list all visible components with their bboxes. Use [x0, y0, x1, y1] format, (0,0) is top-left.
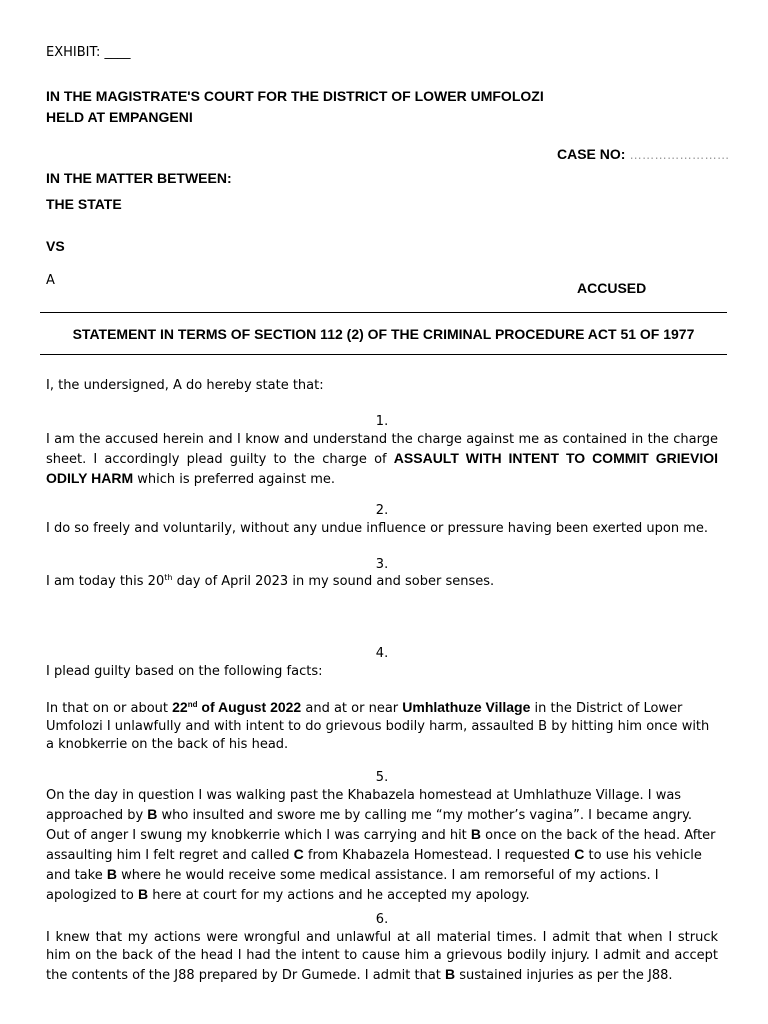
paragraph-1-text-b: which is preferred against me.	[133, 472, 336, 487]
paragraph-3-text-b: day of April 2023 in my sound and sober senses.	[172, 574, 495, 589]
person-b-ref: B	[147, 806, 158, 822]
case-number	[557, 145, 730, 165]
paragraph-4-text-b: and at or near	[301, 701, 403, 716]
matter-heading: IN THE MATTER BETWEEN:	[46, 170, 232, 186]
paragraph-number-3: 3.	[375, 557, 389, 572]
paragraph-5-text-3: once on the back of the head. After assaulting him I felt regret and called	[46, 828, 716, 863]
paragraph-3	[46, 573, 718, 591]
paragraph-3-sup: th	[164, 573, 173, 582]
statement-title: STATEMENT IN TERMS OF SECTION 112 (2) OF THE CRIMINAL PROCEDURE ACT 51 OF 1977	[72, 326, 695, 342]
paragraph-2: I do so freely and voluntarily, without any undue influence or pressure having been exerted upon me.	[46, 521, 709, 536]
paragraph-5	[46, 787, 718, 905]
paragraph-1	[46, 431, 718, 489]
person-b-ref: B	[106, 866, 117, 882]
paragraph-3-text-a: I am today this 20	[46, 574, 165, 589]
title-rule-top	[40, 312, 727, 313]
offence-date	[172, 699, 301, 715]
paragraph-6-text-1: I knew that my actions were wrongful and unlawful at all material times. I admit that when I struck him on the back of the head I had the intent to cause him a grievous bodily injury. I admit and accept the contents of the J88 prepared by Dr Gumede. I admit that	[46, 930, 718, 983]
charge-name: ASSAULT WITH INTENT TO COMMIT GRIEVIOI ODILY HARM	[46, 450, 718, 486]
paragraph-number-2: 2.	[375, 503, 389, 518]
case-number-label: CASE NO:	[557, 146, 626, 162]
court-name: IN THE MAGISTRATE'S COURT FOR THE DISTRICT OF LOWER UMFOLOZI	[46, 88, 544, 104]
offence-day-sup: nd	[187, 700, 198, 709]
offence-place: Umhlathuze Village	[402, 699, 531, 715]
person-b-ref: B	[138, 886, 149, 902]
versus: VS	[46, 238, 65, 254]
title-rule-bottom	[40, 354, 727, 355]
paragraph-number-6: 6.	[375, 912, 389, 927]
paragraph-6-text-2: sustained injuries as per the J88.	[455, 968, 673, 983]
paragraph-5-text-4: from Khabazela Homestead. I requested	[303, 848, 575, 863]
paragraph-5-text-6: where he would receive some medical assistance. I am remorseful of my actions. I apologized to	[46, 868, 659, 903]
intro-text: I, the undersigned, A do hereby state that:	[46, 378, 324, 393]
offence-day: 22	[172, 699, 188, 715]
person-b-ref: B	[445, 966, 456, 982]
paragraph-5-text-2: who insulted and swore me by calling me “my mother’s vagina”. I became angry. Out of anger I swung my knobkerrie which I was carrying and hit	[46, 808, 693, 843]
offence-month: of August 2022	[197, 699, 302, 715]
paragraph-4	[46, 698, 718, 754]
paragraph-5-text-5: to use his vehicle and take	[46, 848, 702, 883]
person-c-ref: C	[293, 846, 304, 862]
paragraph-number-5: 5.	[375, 770, 389, 785]
accused-label: ACCUSED	[577, 280, 647, 296]
paragraph-4-lead: I plead guilty based on the following facts:	[46, 664, 323, 679]
exhibit-line	[46, 44, 131, 62]
paragraph-4-text-a: In that on or about	[46, 701, 173, 716]
case-number-dots: ……………………	[629, 148, 730, 162]
exhibit-blank: ____	[104, 45, 131, 60]
paragraph-6	[46, 929, 718, 985]
party-state: THE STATE	[46, 196, 122, 212]
paragraph-5-text-1: On the day in question I was walking past the Khabazela homestead at Umhlathuze Village. I was approached by	[46, 788, 682, 823]
paragraph-1-text-a: I am the accused herein and I know and understand the charge against me as contained in the charge sheet. I accordingly plead guilty to the charge of	[46, 432, 718, 467]
paragraph-5-text-7: here at court for my actions and he accepted my apology.	[148, 888, 530, 903]
exhibit-label: EXHIBIT:	[46, 45, 101, 60]
person-c-ref: C	[574, 846, 585, 862]
person-b-ref: B	[470, 826, 482, 842]
paragraph-number-1: 1.	[375, 414, 389, 429]
paragraph-4-text-c: in the District of Lower Umfolozi I unlawfully and with intent to do grievous bodily harm, assaulted B by hitting him once with a knobkerrie on the back of his head.	[46, 701, 710, 752]
accused-name: A	[46, 273, 55, 288]
paragraph-number-4: 4.	[375, 646, 389, 661]
court-location: HELD AT EMPANGENI	[46, 109, 193, 125]
